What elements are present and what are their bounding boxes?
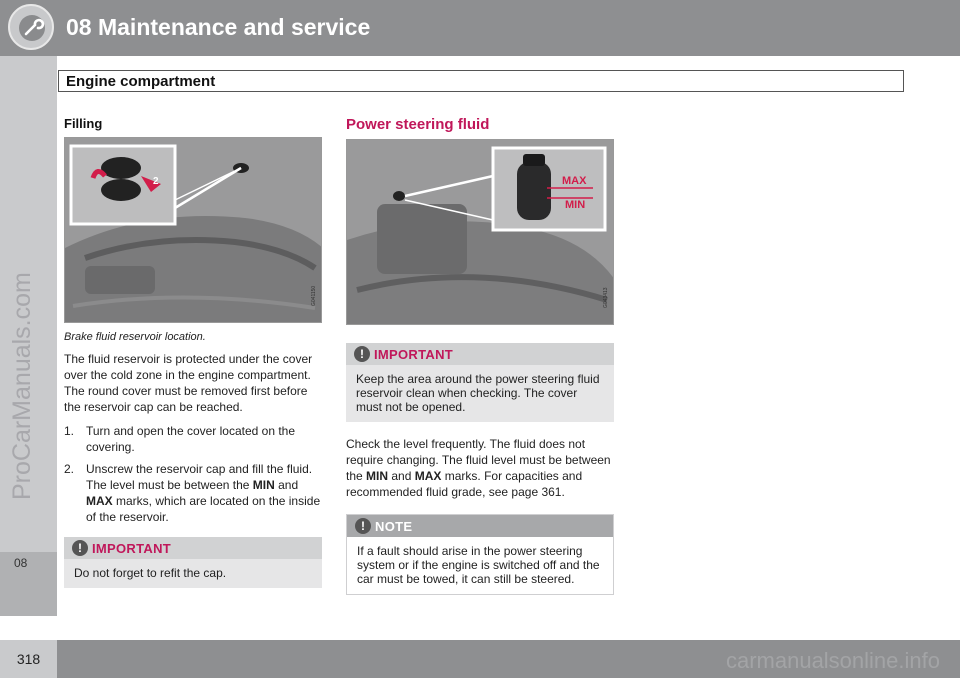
paragraph-text: Check the level frequently. The fluid does not require changing. The fluid level must be between the (346, 437, 611, 483)
paragraph-text-and: and (391, 469, 412, 483)
figure-code: G041150 (311, 285, 317, 306)
important-box-mid (346, 343, 614, 422)
important-header (64, 537, 322, 559)
middle-column (346, 116, 614, 595)
filling-steps (64, 423, 322, 525)
min-figure-label: MIN (565, 199, 586, 211)
chapter-tab (0, 552, 57, 616)
engine-illustration (65, 138, 322, 323)
note-box (346, 514, 614, 595)
note-text: If a fault should arise in the power steering system or if the engine is switched off and the car must be towed, it can still be steered. (357, 544, 600, 586)
important-text: Do not forget to refit the cap. (74, 566, 227, 580)
brake-fluid-figure (64, 137, 322, 323)
max-mark-label: MAX (86, 494, 113, 508)
power-steering-illustration (347, 140, 614, 325)
step-number: 1. (64, 424, 75, 438)
note-header (347, 515, 613, 537)
note-label: NOTE (375, 519, 413, 534)
warning-icon: ! (354, 346, 370, 362)
step-number: 2. (64, 462, 75, 476)
power-steering-paragraph (346, 436, 614, 500)
info-icon: ! (355, 518, 371, 534)
step-item (64, 461, 322, 525)
footer-watermark: carmanualsonline.info (725, 648, 940, 673)
max-mark-label: MAX (414, 469, 442, 483)
min-mark-label: MIN (366, 469, 389, 483)
wrench-icon (8, 4, 54, 50)
power-steering-heading: Power steering fluid (346, 116, 490, 133)
figure-code: G043413 (603, 287, 609, 308)
power-steering-figure (346, 139, 614, 325)
step-text-end: marks, which are located on the inside of the reservoir. (86, 494, 321, 524)
important-header (346, 343, 614, 365)
paragraph-text-end: marks. For capacities and recommended fluid grade, see page 361. (346, 469, 583, 499)
section-title: Engine compartment (66, 73, 216, 90)
side-watermark: ProCarManuals.com (8, 272, 36, 500)
page-number: 318 (0, 640, 57, 678)
filling-paragraph: The fluid reservoir is protected under the cover over the cold zone in the engine compartment. The round cover must be removed first before the reservoir cap can be reached. (64, 352, 313, 414)
important-label: IMPORTANT (92, 541, 172, 556)
max-figure-label: MAX (562, 175, 587, 187)
important-label: IMPORTANT (374, 347, 454, 362)
step-text-and: and (278, 478, 299, 492)
min-mark-label: MIN (252, 478, 275, 492)
step-text: Turn and open the cover located on the covering. (86, 424, 296, 454)
chapter-number: 08 (14, 556, 28, 570)
step-item (64, 423, 322, 455)
filling-heading: Filling (64, 116, 103, 131)
left-column (64, 116, 322, 588)
important-text: Keep the area around the power steering fluid reservoir clean when checking. The cover must not be opened. (356, 372, 600, 414)
step-text: Unscrew the reservoir cap and fill the fluid. The level must be between the (86, 462, 313, 492)
figure-caption: Brake fluid reservoir location. (64, 331, 206, 343)
chapter-title: 08 Maintenance and service (66, 14, 371, 40)
important-box-left (64, 537, 322, 588)
figure-marker: 2 (153, 176, 159, 187)
warning-icon: ! (72, 540, 88, 556)
